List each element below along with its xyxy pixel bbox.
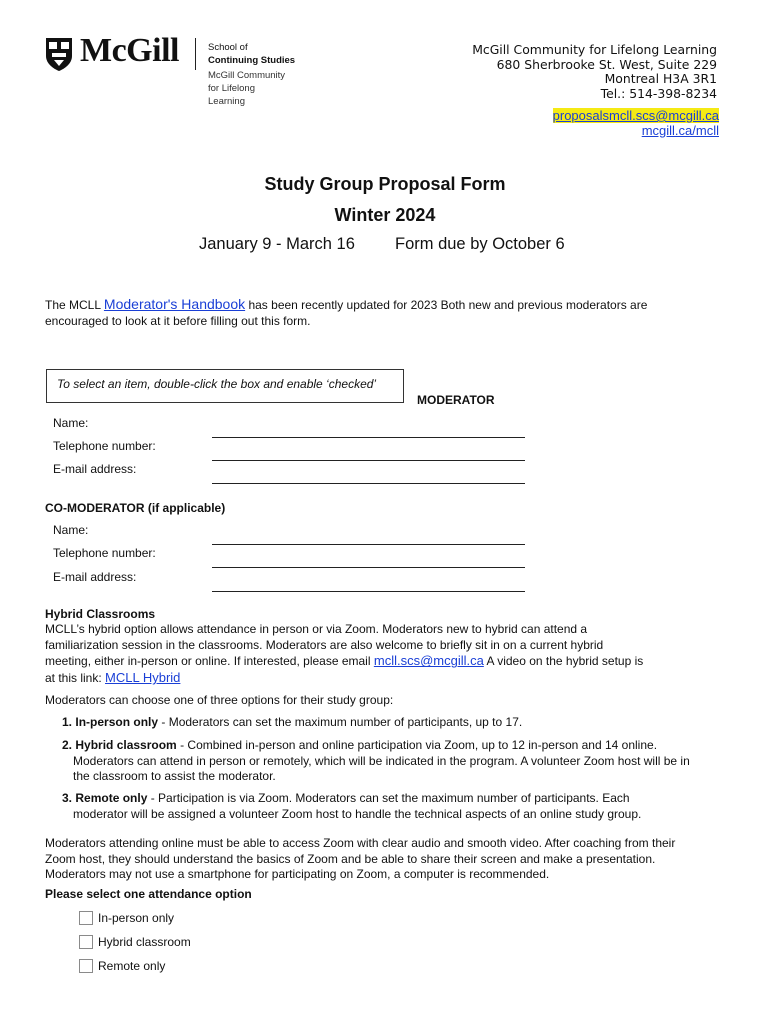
option-in-person [62,715,702,731]
attendance-option-hybrid[interactable] [79,935,191,949]
checkbox-hybrid[interactable] [79,935,93,949]
school-name [208,41,295,67]
moderator-heading: MODERATOR [417,393,495,407]
email-link[interactable]: proposalsmcll.scs@mcgill.ca [552,108,719,123]
option-1-number: 1. [62,715,73,729]
address-line-1: McGill Community for Lifelong Learning [472,42,717,57]
address-line-3: Montreal H3A 3R1 [604,71,717,87]
options-intro: Moderators can choose one of three options for their study group: [45,693,394,707]
moderator-email-label: E-mail address: [53,462,137,476]
option-2-continuation: Moderators can attend in person or remotely, which will be indicated in the program. A volunteer Zoom host will be in the classroom to assist the moderator. [73,753,690,783]
co-moderator-phone-label: Telephone number: [53,546,156,560]
address-block [472,43,717,101]
hybrid-text-2: A video on the hybrid setup is at this link: [45,654,644,686]
co-moderator-heading: CO-MODERATOR (if applicable) [45,501,226,515]
option-2-text: - Combined in-person and online participation via Zoom, up to 12 in-person and 14 online. [176,738,658,752]
co-moderator-name-field[interactable] [212,544,525,545]
attendance-label-in-person: In-person only [98,911,175,925]
hybrid-video-link[interactable]: MCLL Hybrid [105,670,181,686]
co-moderator-email-field[interactable] [212,591,525,592]
attendance-label-hybrid: Hybrid classroom [98,935,191,949]
option-remote [62,791,702,822]
contact-links [553,108,719,138]
mcll-name [208,69,308,108]
moderator-name-label: Name: [53,416,89,430]
term-dates: January 9 - March 16 [199,235,355,253]
attendance-label-remote: Remote only [98,959,166,973]
option-1-lead: In-person only [75,715,159,729]
attendance-option-remote[interactable] [79,959,165,973]
mcgill-crest-icon [44,36,74,72]
logo-divider [195,38,196,70]
option-hybrid [62,738,702,785]
moderator-phone-label: Telephone number: [53,439,156,453]
school-line-2: Continuing Studies [208,55,296,66]
moderator-name-field[interactable] [212,437,525,438]
school-line-1: School of [208,42,248,53]
attendance-option-in-person[interactable] [79,911,174,925]
co-moderator-email-label: E-mail address: [53,570,137,584]
website-link[interactable]: mcgill.ca/mcll [641,123,719,138]
option-3-lead: Remote only [75,791,148,805]
option-2-number: 2. [62,738,73,752]
checkbox-in-person[interactable] [79,911,93,925]
option-1-text: - Moderators can set the maximum number of participants, up to 17. [158,715,523,729]
mcll-line-2: for Lifelong [208,83,256,94]
hybrid-heading: Hybrid Classrooms [45,607,156,621]
mcgill-logo-wordmark: McGill [80,32,179,69]
mcll-line-1: McGill Community [208,70,286,81]
zoom-requirements-note: Moderators attending online must be able to access Zoom with clear audio and smooth video. After coaching from their Zoom host, they should understand the basics of Zoom and be able to share their screen and make a presentation. Moderators may not use a smartphone for participating on Zoom, a computer is recommended. [45,836,676,881]
handbook-link[interactable]: Moderator's Handbook [103,296,246,312]
form-title: Study Group Proposal Form [264,174,506,194]
form-term: Winter 2024 [334,205,436,225]
moderator-phone-field[interactable] [212,460,525,461]
mcll-line-3: Learning [208,96,245,107]
attendance-heading: Please select one attendance option [45,887,252,901]
option-3-text: - Participation is via Zoom. Moderators can set the maximum number of participants. Each [147,791,630,805]
intro-prefix: The MCLL [45,298,104,312]
option-2-lead: Hybrid classroom [75,738,177,752]
address-line-4: Tel.: 514-398-8234 [600,85,717,101]
intro-suffix: has been recently updated for 2023 Both new and previous moderators are encouraged to look at it before filling out this form. [45,298,648,328]
moderator-email-field[interactable] [212,483,525,484]
option-3-continuation: moderator will be assigned a volunteer Zoom host to handle the technical aspects of an online study group. [73,806,642,821]
option-3-number: 3. [62,791,73,805]
checkbox-remote[interactable] [79,959,93,973]
instruction-text: To select an item, double-click the box and enable ‘checked’ [57,377,377,391]
hybrid-email-link[interactable]: mcll.scs@mcgill.ca [373,653,484,669]
co-moderator-name-label: Name: [53,523,89,537]
hybrid-paragraph [45,622,645,687]
co-moderator-phone-field[interactable] [212,567,525,568]
address-line-2: 680 Sherbrooke St. West, Suite 229 [496,56,717,72]
hybrid-text-1: MCLL’s hybrid option allows attendance in person or via Zoom. Moderators new to hybrid can attend a familiarization session in the classrooms. Moderators are also welcome to briefly sit in on a current hybrid meeting, either in-person or online. If interested, please email [45,622,604,669]
due-date: Form due by October 6 [395,235,565,253]
intro-paragraph [45,296,705,329]
